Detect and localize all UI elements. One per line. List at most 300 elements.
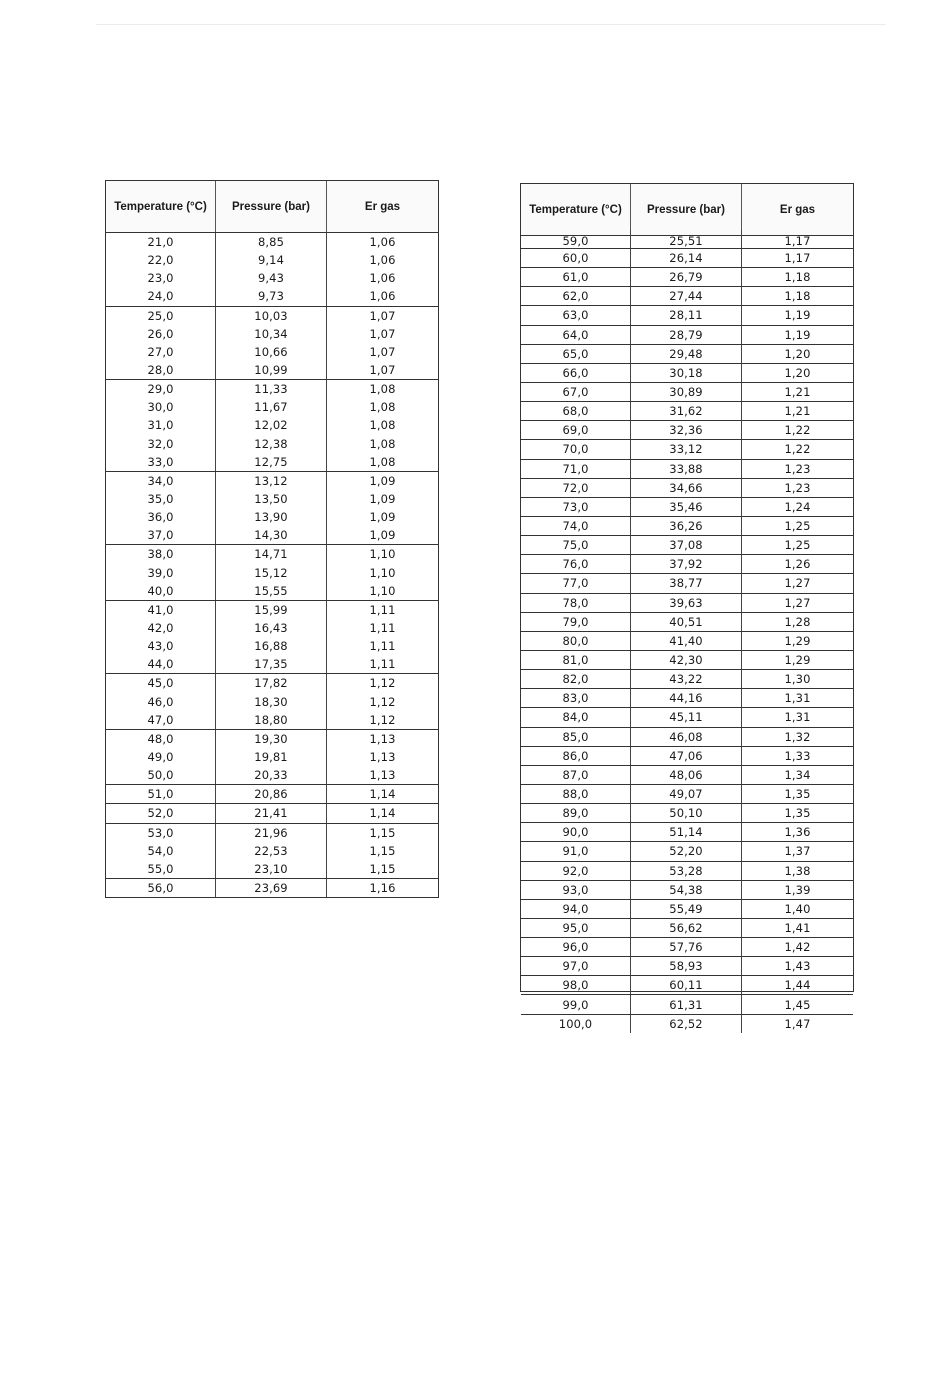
cell-er-gas: 1,20	[784, 346, 811, 361]
cell-temperature: 79,0	[521, 613, 631, 631]
table-row	[521, 517, 853, 536]
cell-pressure: 29,48	[631, 345, 742, 363]
cell-temperature: 37,0	[106, 526, 216, 544]
page-top-rule	[96, 24, 886, 25]
cell-er-gas: 1,17	[784, 234, 811, 248]
cell-temperature: 74,0	[521, 517, 631, 535]
cell-er-gas: 1,32	[784, 729, 811, 744]
cell-er-gas: 1,39	[784, 882, 811, 897]
cell-temperature: 85,0	[521, 728, 631, 746]
cell-pressure: 28,79	[631, 326, 742, 344]
cell-er-gas: 1,12	[369, 676, 396, 691]
cell-pressure: 37,08	[631, 536, 742, 554]
table-row	[521, 498, 853, 517]
cell-temperature: 81,0	[521, 651, 631, 669]
cell-pressure: 26,14	[631, 249, 742, 267]
cell-pressure: 9,73	[216, 287, 327, 305]
cell-er-gas: 1,33	[784, 748, 811, 763]
cell-pressure: 16,43	[216, 619, 327, 637]
cell-er-gas: 1,11	[369, 602, 396, 617]
cell-temperature: 84,0	[521, 708, 631, 726]
cell-pressure: 56,62	[631, 919, 742, 937]
table-row	[106, 435, 438, 453]
table-row	[521, 326, 853, 345]
table-row	[521, 536, 853, 555]
cell-temperature: 86,0	[521, 747, 631, 765]
cell-pressure: 10,66	[216, 343, 327, 361]
cell-er-gas: 1,22	[784, 423, 811, 438]
cell-pressure: 42,30	[631, 651, 742, 669]
cell-temperature: 32,0	[106, 435, 216, 453]
cell-temperature: 61,0	[521, 268, 631, 286]
cell-temperature: 50,0	[106, 766, 216, 784]
cell-er-gas: 1,22	[784, 442, 811, 457]
table-row	[521, 881, 853, 900]
cell-er-gas: 1,16	[369, 880, 396, 895]
table-row	[521, 957, 853, 976]
cell-temperature: 21,0	[106, 233, 216, 251]
cell-er-gas: 1,10	[369, 565, 396, 580]
cell-er-gas: 1,07	[369, 363, 396, 378]
cell-er-gas: 1,11	[369, 639, 396, 654]
table-row	[521, 1015, 853, 1033]
cell-pressure: 13,12	[216, 472, 327, 490]
table-row	[106, 398, 438, 416]
table-row	[521, 670, 853, 689]
cell-temperature: 31,0	[106, 416, 216, 434]
table-row	[521, 900, 853, 919]
cell-pressure: 44,16	[631, 689, 742, 707]
table-row	[106, 582, 438, 601]
table-row	[521, 364, 853, 383]
cell-temperature: 69,0	[521, 421, 631, 439]
cell-pressure: 18,80	[216, 711, 327, 729]
cell-pressure: 19,81	[216, 748, 327, 766]
cell-pressure: 53,28	[631, 862, 742, 880]
cell-er-gas: 1,27	[784, 595, 811, 610]
cell-er-gas: 1,21	[784, 385, 811, 400]
cell-er-gas: 1,47	[784, 1016, 811, 1031]
cell-er-gas: 1,19	[784, 308, 811, 323]
cell-temperature: 24,0	[106, 287, 216, 305]
table-row	[106, 860, 438, 879]
cell-pressure: 10,99	[216, 361, 327, 379]
cell-pressure: 30,18	[631, 364, 742, 382]
cell-temperature: 100,0	[521, 1015, 631, 1033]
table-row	[106, 766, 438, 785]
cell-pressure: 34,66	[631, 479, 742, 497]
cell-temperature: 53,0	[106, 824, 216, 842]
cell-er-gas: 1,23	[784, 461, 811, 476]
cell-temperature: 66,0	[521, 364, 631, 382]
cell-temperature: 23,0	[106, 269, 216, 287]
table-row	[521, 479, 853, 498]
table-row	[106, 251, 438, 269]
table-row	[106, 824, 438, 842]
cell-temperature: 82,0	[521, 670, 631, 688]
cell-er-gas: 1,15	[369, 843, 396, 858]
cell-pressure: 48,06	[631, 766, 742, 784]
table-row	[106, 287, 438, 306]
cell-pressure: 19,30	[216, 730, 327, 748]
table-row	[106, 269, 438, 287]
cell-er-gas: 1,11	[369, 621, 396, 636]
table-row	[106, 472, 438, 490]
cell-pressure: 23,10	[216, 860, 327, 878]
cell-pressure: 45,11	[631, 708, 742, 726]
cell-er-gas: 1,43	[784, 959, 811, 974]
cell-pressure: 15,99	[216, 601, 327, 619]
cell-pressure: 10,03	[216, 307, 327, 325]
table-row	[106, 842, 438, 860]
table-row	[106, 619, 438, 637]
table-row	[521, 823, 853, 842]
cell-temperature: 34,0	[106, 472, 216, 490]
cell-er-gas: 1,08	[369, 454, 396, 469]
table-row	[521, 613, 853, 632]
cell-er-gas: 1,31	[784, 710, 811, 725]
table-row	[521, 651, 853, 670]
table-row	[106, 601, 438, 619]
cell-temperature: 44,0	[106, 655, 216, 673]
cell-pressure: 17,82	[216, 674, 327, 692]
cell-er-gas: 1,07	[369, 344, 396, 359]
header-pressure: Pressure (bar)	[216, 181, 327, 232]
cell-er-gas: 1,12	[369, 712, 396, 727]
cell-er-gas: 1,37	[784, 844, 811, 859]
table-row	[106, 655, 438, 674]
cell-pressure: 21,41	[216, 804, 327, 822]
cell-pressure: 8,85	[216, 233, 327, 251]
cell-temperature: 71,0	[521, 460, 631, 478]
cell-pressure: 38,77	[631, 574, 742, 592]
cell-er-gas: 1,06	[369, 271, 396, 286]
cell-temperature: 98,0	[521, 976, 631, 994]
cell-er-gas: 1,09	[369, 528, 396, 543]
cell-temperature: 99,0	[521, 995, 631, 1013]
cell-pressure: 20,86	[216, 785, 327, 803]
table-row	[106, 711, 438, 730]
cell-er-gas: 1,08	[369, 418, 396, 433]
cell-temperature: 76,0	[521, 555, 631, 573]
cell-pressure: 40,51	[631, 613, 742, 631]
cell-temperature: 52,0	[106, 804, 216, 822]
table-row	[106, 674, 438, 692]
table-row	[106, 380, 438, 398]
table-row	[521, 976, 853, 995]
cell-er-gas: 1,14	[369, 806, 396, 821]
cell-er-gas: 1,09	[369, 473, 396, 488]
cell-er-gas: 1,15	[369, 825, 396, 840]
table-row	[521, 268, 853, 287]
cell-pressure: 47,06	[631, 747, 742, 765]
pressure-table-right	[520, 183, 854, 1031]
table-body	[521, 234, 853, 1031]
cell-temperature: 73,0	[521, 498, 631, 516]
cell-temperature: 72,0	[521, 479, 631, 497]
table-body	[106, 233, 438, 897]
cell-pressure: 32,36	[631, 421, 742, 439]
cell-temperature: 54,0	[106, 842, 216, 860]
cell-er-gas: 1,13	[369, 768, 396, 783]
cell-pressure: 14,71	[216, 545, 327, 563]
cell-pressure: 11,33	[216, 380, 327, 398]
table-row	[521, 632, 853, 651]
cell-er-gas: 1,23	[784, 480, 811, 495]
cell-pressure: 61,31	[631, 995, 742, 1013]
table-row	[106, 545, 438, 563]
cell-temperature: 77,0	[521, 574, 631, 592]
cell-temperature: 95,0	[521, 919, 631, 937]
cell-pressure: 43,22	[631, 670, 742, 688]
table-row	[521, 766, 853, 785]
cell-er-gas: 1,13	[369, 750, 396, 764]
table-row	[521, 345, 853, 364]
table-row	[521, 689, 853, 708]
table-row	[106, 453, 438, 472]
table-row	[106, 343, 438, 361]
cell-pressure: 20,33	[216, 766, 327, 784]
cell-er-gas: 1,35	[784, 806, 811, 821]
table-row	[521, 785, 853, 804]
table-row	[521, 747, 853, 766]
cell-temperature: 90,0	[521, 823, 631, 841]
cell-temperature: 48,0	[106, 730, 216, 748]
cell-er-gas: 1,36	[784, 825, 811, 840]
cell-er-gas: 1,45	[784, 997, 811, 1012]
cell-pressure: 22,53	[216, 842, 327, 860]
table-row	[521, 728, 853, 747]
cell-er-gas: 1,10	[369, 547, 396, 562]
table-row	[106, 361, 438, 380]
cell-temperature: 92,0	[521, 862, 631, 880]
table-row	[106, 526, 438, 545]
cell-temperature: 70,0	[521, 440, 631, 458]
table-header	[106, 181, 438, 233]
table-row	[106, 490, 438, 508]
cell-temperature: 67,0	[521, 383, 631, 401]
cell-temperature: 83,0	[521, 689, 631, 707]
cell-temperature: 26,0	[106, 325, 216, 343]
cell-er-gas: 1,09	[369, 510, 396, 525]
table-row	[106, 804, 438, 823]
table-row	[521, 938, 853, 957]
cell-er-gas: 1,30	[784, 672, 811, 687]
cell-er-gas: 1,19	[784, 327, 811, 342]
cell-temperature: 27,0	[106, 343, 216, 361]
cell-er-gas: 1,29	[784, 653, 811, 668]
cell-temperature: 97,0	[521, 957, 631, 975]
cell-er-gas: 1,06	[369, 253, 396, 268]
cell-er-gas: 1,24	[784, 499, 811, 514]
cell-pressure: 33,12	[631, 440, 742, 458]
cell-er-gas: 1,25	[784, 538, 811, 553]
cell-temperature: 93,0	[521, 881, 631, 899]
table-row	[521, 249, 853, 268]
table-row	[521, 287, 853, 306]
cell-temperature: 91,0	[521, 842, 631, 860]
cell-temperature: 29,0	[106, 380, 216, 398]
cell-pressure: 35,46	[631, 498, 742, 516]
cell-er-gas: 1,18	[784, 289, 811, 304]
table-row	[521, 842, 853, 861]
cell-temperature: 28,0	[106, 361, 216, 379]
cell-pressure: 31,62	[631, 402, 742, 420]
cell-pressure: 49,07	[631, 785, 742, 803]
cell-temperature: 80,0	[521, 632, 631, 650]
cell-er-gas: 1,28	[784, 614, 811, 629]
table-row	[106, 730, 438, 748]
cell-er-gas: 1,34	[784, 767, 811, 782]
cell-temperature: 64,0	[521, 326, 631, 344]
cell-pressure: 60,11	[631, 976, 742, 994]
cell-pressure: 12,02	[216, 416, 327, 434]
cell-temperature: 40,0	[106, 582, 216, 600]
table-row	[106, 564, 438, 582]
cell-temperature: 96,0	[521, 938, 631, 956]
header-er-gas: Er gas	[742, 184, 853, 235]
cell-temperature: 60,0	[521, 249, 631, 267]
cell-er-gas: 1,10	[369, 583, 396, 598]
cell-pressure: 39,63	[631, 594, 742, 612]
table-row	[106, 748, 438, 766]
cell-temperature: 87,0	[521, 766, 631, 784]
cell-pressure: 26,79	[631, 268, 742, 286]
table-row	[106, 879, 438, 897]
cell-temperature: 45,0	[106, 674, 216, 692]
cell-er-gas: 1,06	[369, 235, 396, 250]
header-pressure: Pressure (bar)	[631, 184, 742, 235]
cell-pressure: 16,88	[216, 637, 327, 655]
cell-er-gas: 1,25	[784, 519, 811, 534]
cell-temperature: 75,0	[521, 536, 631, 554]
cell-pressure: 21,96	[216, 824, 327, 842]
cell-temperature: 25,0	[106, 307, 216, 325]
cell-pressure: 30,89	[631, 383, 742, 401]
cell-pressure: 9,43	[216, 269, 327, 287]
table-row	[106, 785, 438, 804]
table-row	[521, 555, 853, 574]
cell-temperature: 65,0	[521, 345, 631, 363]
cell-pressure: 12,38	[216, 435, 327, 453]
table-header	[521, 184, 853, 236]
cell-pressure: 27,44	[631, 287, 742, 305]
cell-er-gas: 1,27	[784, 576, 811, 591]
cell-temperature: 39,0	[106, 564, 216, 582]
table-row	[106, 307, 438, 325]
table-row	[521, 440, 853, 459]
cell-temperature: 49,0	[106, 748, 216, 766]
cell-pressure: 57,76	[631, 938, 742, 956]
cell-pressure: 37,92	[631, 555, 742, 573]
cell-er-gas: 1,35	[784, 787, 811, 801]
cell-er-gas: 1,13	[369, 731, 396, 746]
cell-temperature: 59,0	[521, 230, 631, 248]
cell-temperature: 47,0	[106, 711, 216, 729]
cell-er-gas: 1,09	[369, 492, 396, 507]
cell-temperature: 46,0	[106, 693, 216, 711]
cell-temperature: 43,0	[106, 637, 216, 655]
table-row	[106, 637, 438, 655]
cell-temperature: 63,0	[521, 306, 631, 324]
cell-temperature: 55,0	[106, 860, 216, 878]
cell-er-gas: 1,31	[784, 691, 811, 706]
cell-pressure: 13,90	[216, 508, 327, 526]
cell-pressure: 46,08	[631, 728, 742, 746]
cell-pressure: 17,35	[216, 655, 327, 673]
cell-pressure: 41,40	[631, 632, 742, 650]
table-row	[521, 421, 853, 440]
cell-er-gas: 1,12	[369, 694, 396, 709]
cell-temperature: 78,0	[521, 594, 631, 612]
pressure-table-left	[105, 180, 439, 898]
cell-er-gas: 1,42	[784, 940, 811, 955]
cell-pressure: 51,14	[631, 823, 742, 841]
cell-pressure: 36,26	[631, 517, 742, 535]
cell-pressure: 12,75	[216, 453, 327, 471]
cell-temperature: 41,0	[106, 601, 216, 619]
cell-er-gas: 1,08	[369, 382, 396, 397]
cell-pressure: 50,10	[631, 804, 742, 822]
cell-er-gas: 1,07	[369, 308, 396, 323]
cell-temperature: 94,0	[521, 900, 631, 918]
cell-pressure: 15,55	[216, 582, 327, 600]
cell-pressure: 28,11	[631, 306, 742, 324]
cell-pressure: 14,30	[216, 526, 327, 544]
cell-temperature: 56,0	[106, 879, 216, 897]
table-row	[521, 804, 853, 823]
cell-er-gas: 1,29	[784, 633, 811, 648]
cell-er-gas: 1,07	[369, 326, 396, 341]
cell-pressure: 62,52	[631, 1015, 742, 1033]
cell-pressure: 13,50	[216, 490, 327, 508]
cell-er-gas: 1,17	[784, 251, 811, 266]
cell-er-gas: 1,18	[784, 270, 811, 285]
table-row	[521, 594, 853, 613]
cell-temperature: 35,0	[106, 490, 216, 508]
cell-temperature: 33,0	[106, 453, 216, 471]
table-row	[106, 508, 438, 526]
cell-temperature: 89,0	[521, 804, 631, 822]
cell-pressure: 25,51	[631, 230, 742, 248]
table-row	[521, 460, 853, 479]
cell-pressure: 55,49	[631, 900, 742, 918]
cell-pressure: 33,88	[631, 460, 742, 478]
cell-er-gas: 1,11	[369, 657, 396, 672]
cell-er-gas: 1,40	[784, 901, 811, 916]
header-temperature: Temperature (°C)	[521, 184, 631, 235]
cell-pressure: 54,38	[631, 881, 742, 899]
cell-er-gas: 1,15	[369, 861, 396, 876]
table-row	[521, 236, 853, 249]
cell-pressure: 52,20	[631, 842, 742, 860]
cell-temperature: 38,0	[106, 545, 216, 563]
cell-temperature: 30,0	[106, 398, 216, 416]
cell-pressure: 9,14	[216, 251, 327, 269]
table-row	[521, 708, 853, 727]
header-er-gas: Er gas	[327, 181, 438, 232]
table-row	[521, 919, 853, 938]
cell-er-gas: 1,08	[369, 400, 396, 415]
cell-er-gas: 1,26	[784, 557, 811, 572]
table-row	[521, 402, 853, 421]
cell-er-gas: 1,38	[784, 863, 811, 878]
cell-temperature: 68,0	[521, 402, 631, 420]
cell-pressure: 10,34	[216, 325, 327, 343]
table-row	[106, 693, 438, 711]
cell-er-gas: 1,08	[369, 436, 396, 451]
table-row	[521, 306, 853, 325]
